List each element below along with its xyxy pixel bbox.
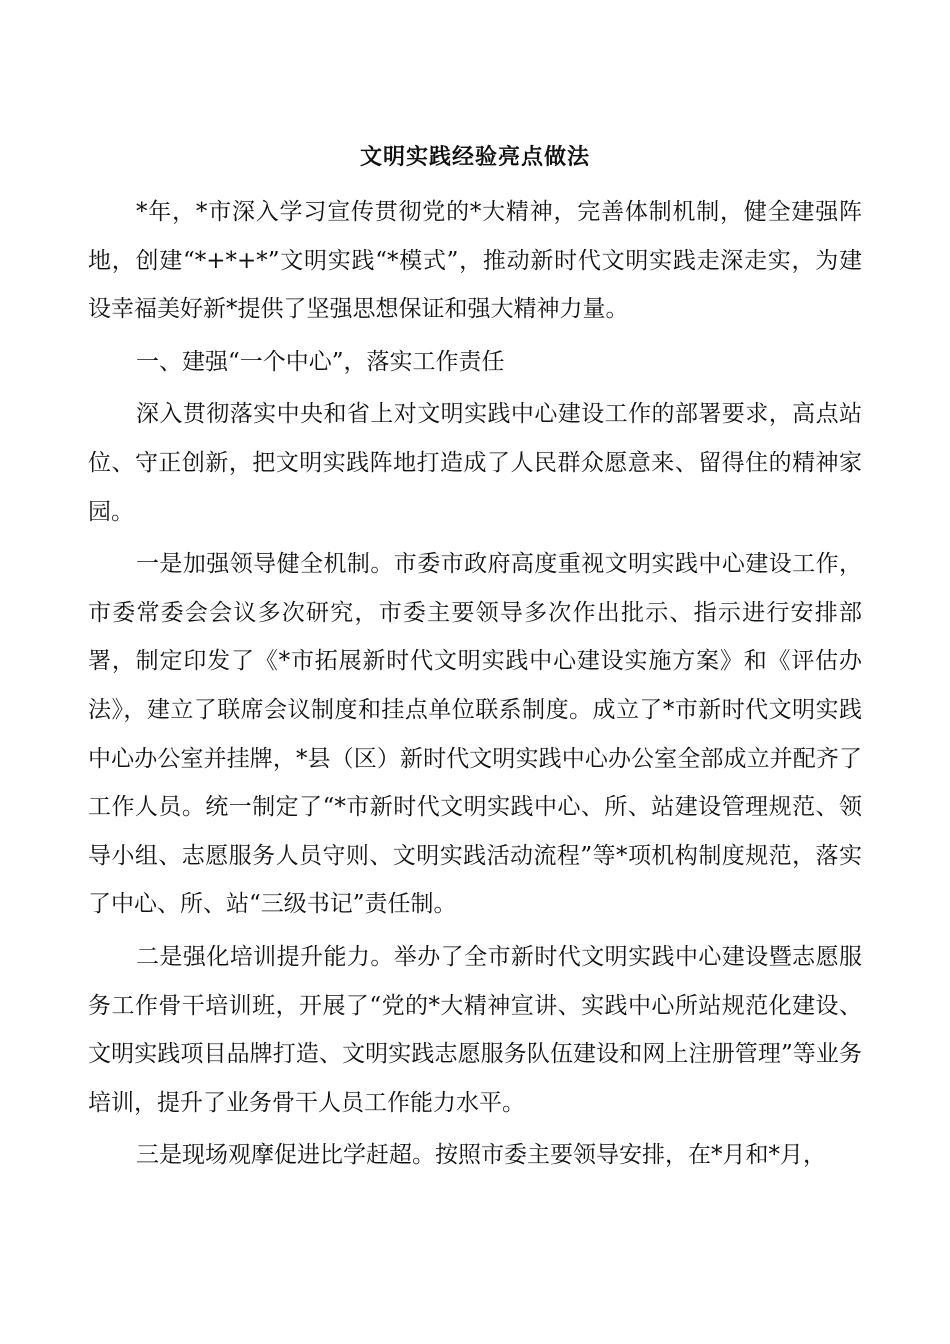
document-body xyxy=(88,188,862,1184)
paragraph-leadership-mechanism: 一是加强领导健全机制。市委市政府高度重视文明实践中心建设工作，市委常委会会议多次研究，市委主要领导多次作出批示、指示进行安排部署，制定印发了《*市拓展新时代文明实践中心建设实施方案》和《评估办法》，建立了联席会议制度和挂点单位联系制度。成立了*市新时代文明实践中心办公室并挂牌，*县（区）新时代文明实践中心办公室全部成立并配齐了工作人员。统一制定了“*市新时代文明实践中心、所、站建设管理规范、领导小组、志愿服务人员守则、文明实践活动流程”等*项机构制度规范，落实了中心、所、站“三级书记”责任制。 xyxy=(88,551,862,918)
paragraph-section-1-summary: 深入贯彻落实中央和省上对文明实践中心建设工作的部署要求，高点站位、守正创新，把文明实践阵地打造成了人民群众愿意来、留得住的精神家园。 xyxy=(88,401,862,525)
paragraph-training: 二是强化培训提升能力。举办了全市新时代文明实践中心建设暨志愿服务工作骨干培训班，开展了“党的*大精神宣讲、实践中心所站规范化建设、文明实践项目品牌打造、文明实践志愿服务队伍建设和网上注册管理”等业务培训，提升了业务骨干人员工作能力水平。 xyxy=(88,943,862,1116)
paragraph-site-observation: 三是现场观摩促进比学赶超。按照市委主要领导安排，在*月和*月， xyxy=(136,1142,826,1169)
document-title: 文明实践经验亮点做法 xyxy=(359,144,590,170)
paragraph-intro: *年，*市深入学习宣传贯彻党的*大精神，完善体制机制，健全建强阵地，创建“*+*+*”文明实践“*模式”，推动新时代文明实践走深走实，为建设幸福美好新*提供了坚强思想保证和强大精神力量。 xyxy=(88,199,862,323)
section-heading-1: 一、建强“一个中心”，落实工作责任 xyxy=(136,348,505,375)
